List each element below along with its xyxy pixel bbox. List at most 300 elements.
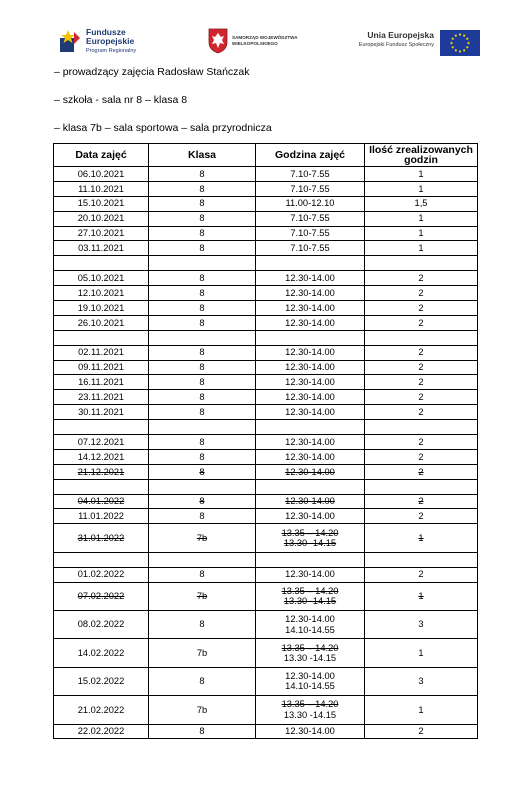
cell-klasa-text: 8	[199, 406, 205, 417]
cell-klasa	[149, 196, 256, 211]
table-row	[54, 226, 478, 241]
empty-cell	[256, 330, 365, 345]
cell-godzina	[256, 494, 365, 509]
cell-godzina	[256, 582, 365, 610]
table-row	[54, 241, 478, 256]
cell-ilosc	[365, 390, 478, 405]
cell-klasa	[149, 167, 256, 182]
table-row	[54, 345, 478, 360]
cell-date	[54, 667, 149, 695]
cell-godzina	[256, 667, 365, 695]
cell-godzina-text: 7.10-7.55	[290, 213, 330, 224]
cell-date	[54, 375, 149, 390]
cell-date	[54, 582, 149, 610]
cell-godzina	[256, 509, 365, 524]
cell-klasa-text: 8	[199, 287, 205, 298]
cell-date-text: 12.10.2021	[77, 287, 125, 298]
empty-cell	[365, 479, 478, 494]
cell-date	[54, 196, 149, 211]
cell-date-text: 30.11.2021	[78, 406, 124, 417]
table-separator-row	[54, 420, 478, 435]
table-row	[54, 196, 478, 211]
wielkopolska-logo	[208, 28, 298, 54]
cell-godzina	[256, 390, 365, 405]
table-row	[54, 271, 478, 286]
cell-godzina	[256, 449, 365, 464]
header-godzina: Godzina zajęć	[256, 144, 365, 167]
cell-ilosc	[365, 315, 478, 330]
cell-klasa-text: 8	[199, 676, 205, 687]
cell-date	[54, 610, 149, 638]
table-row	[54, 724, 478, 739]
cell-godzina-text: 13.35 – 14.20	[281, 585, 339, 596]
cell-godzina-text-2: 13.30 -14.15	[283, 653, 337, 664]
cell-godzina	[256, 226, 365, 241]
cell-date-text: 15.10.2021	[77, 198, 125, 209]
cell-date-text: 15.02.2022	[77, 676, 125, 687]
cell-godzina-text: 13.35 – 14.20	[281, 642, 339, 653]
cell-klasa-text: 8	[199, 228, 205, 239]
cell-ilosc-text: 2	[418, 347, 424, 358]
empty-cell	[365, 330, 478, 345]
cell-ilosc	[365, 567, 478, 582]
cell-godzina-text: 12.30-14.00	[285, 614, 335, 625]
cell-klasa	[149, 390, 256, 405]
cell-klasa-text: 8	[199, 377, 205, 388]
cell-godzina	[256, 301, 365, 316]
empty-cell	[54, 330, 149, 345]
cell-klasa-text: 8	[199, 272, 205, 283]
cell-ilosc-text: 3	[418, 676, 424, 687]
cell-date-text: 14.12.2021	[77, 451, 125, 462]
cell-ilosc-text: 1	[418, 183, 424, 194]
cell-date-text: 03.11.2021	[78, 243, 124, 254]
table-row	[54, 494, 478, 509]
cell-date-text: 07.02.2022	[77, 590, 125, 601]
cell-ilosc-text: 2	[418, 317, 424, 328]
empty-cell	[149, 479, 256, 494]
cell-ilosc	[365, 494, 478, 509]
table-separator-row	[54, 479, 478, 494]
cell-klasa-text: 8	[199, 569, 205, 580]
cell-godzina-text-2: 13.30 -14.15	[283, 596, 337, 607]
cell-klasa-text: 7b	[196, 647, 208, 658]
cell-godzina	[256, 375, 365, 390]
cell-klasa	[149, 405, 256, 420]
cell-godzina-text: 7.10-7.55	[290, 243, 330, 254]
cell-klasa-text: 7b	[196, 532, 208, 543]
empty-cell	[256, 479, 365, 494]
info-line: – szkoła - sala nr 8 – klasa 8	[54, 94, 188, 106]
cell-date	[54, 345, 149, 360]
cell-klasa-text: 8	[199, 168, 205, 179]
cell-date-text: 27.10.2021	[77, 228, 125, 239]
empty-cell	[365, 420, 478, 435]
cell-godzina	[256, 181, 365, 196]
cell-date	[54, 167, 149, 182]
cell-date	[54, 449, 149, 464]
cell-godzina-text: 13.35 – 14.20	[281, 527, 339, 538]
cell-klasa-text: 8	[199, 362, 205, 373]
cell-date-text: 11.10.2021	[78, 183, 124, 194]
cell-klasa-text: 8	[199, 436, 205, 447]
empty-cell	[256, 256, 365, 271]
cell-godzina-text: 12.30-14.00	[285, 726, 335, 737]
cell-klasa	[149, 375, 256, 390]
cell-date	[54, 360, 149, 375]
table-row	[54, 524, 478, 552]
cell-ilosc-text: 1,5	[414, 198, 428, 209]
cell-godzina	[256, 360, 365, 375]
cell-godzina	[256, 315, 365, 330]
cell-klasa-text: 8	[199, 466, 205, 477]
cell-godzina-text: 12.30-14.00	[285, 496, 335, 507]
cell-date-text: 05.10.2021	[77, 272, 125, 283]
empty-cell	[149, 330, 256, 345]
unia-europejska-logo	[359, 30, 480, 56]
table-row	[54, 405, 478, 420]
cell-ilosc	[365, 405, 478, 420]
cell-klasa-text: 8	[199, 496, 205, 507]
cell-godzina-text: 7.10-7.55	[290, 183, 330, 194]
cell-godzina-text: 12.30-14.00	[285, 347, 335, 358]
cell-ilosc-text: 2	[418, 496, 424, 507]
cell-date	[54, 567, 149, 582]
cell-ilosc-text: 1	[418, 647, 424, 658]
cell-godzina	[256, 696, 365, 724]
table-row	[54, 509, 478, 524]
cell-ilosc	[365, 639, 478, 667]
table-separator-row	[54, 552, 478, 567]
cell-godzina	[256, 724, 365, 739]
cell-ilosc	[365, 582, 478, 610]
table-row	[54, 464, 478, 479]
cell-godzina	[256, 241, 365, 256]
fundusze-europejskie-logo	[60, 28, 136, 56]
cell-godzina-text: 12.30-14.00	[285, 377, 335, 388]
cell-ilosc-text: 2	[418, 436, 424, 447]
table-row	[54, 167, 478, 182]
cell-godzina-text: 12.30-14.00	[285, 302, 335, 313]
cell-klasa-text: 7b	[196, 704, 208, 715]
cell-ilosc	[365, 375, 478, 390]
cell-godzina	[256, 639, 365, 667]
cell-godzina-text: 12.30-14.00	[285, 569, 335, 580]
cell-ilosc-text: 2	[418, 302, 424, 313]
cell-ilosc-text: 1	[418, 213, 424, 224]
cell-godzina-text: 12.30-14.00	[285, 317, 335, 328]
cell-date-text: 08.02.2022	[77, 619, 125, 630]
cell-godzina	[256, 610, 365, 638]
cell-ilosc-text: 2	[418, 569, 424, 580]
cell-godzina	[256, 435, 365, 450]
info-lines	[54, 66, 272, 150]
table-row	[54, 375, 478, 390]
cell-godzina-text: 12.30-14.00	[285, 466, 335, 477]
ue-line2: Europejski Fundusz Społeczny	[358, 42, 434, 48]
cell-ilosc-text: 1	[418, 168, 424, 179]
empty-cell	[54, 479, 149, 494]
wlkp-line1: SAMORZĄD WOJEWÓDZTWA	[232, 35, 298, 40]
cell-klasa-text: 8	[199, 392, 205, 403]
cell-klasa	[149, 360, 256, 375]
cell-klasa-text: 8	[199, 619, 205, 630]
cell-date-text: 09.11.2021	[78, 362, 124, 373]
info-line: – klasa 7b – sala sportowa – sala przyrodnicza	[54, 122, 272, 134]
cell-date	[54, 271, 149, 286]
table-row	[54, 211, 478, 226]
cell-date-text: 23.11.2021	[78, 392, 124, 403]
cell-ilosc-text: 1	[418, 704, 424, 715]
header-date: Data zajęć	[54, 144, 149, 167]
fe-line1: Fundusze	[86, 27, 126, 37]
cell-ilosc	[365, 196, 478, 211]
cell-klasa	[149, 345, 256, 360]
table-row	[54, 610, 478, 638]
cell-ilosc	[365, 301, 478, 316]
cell-klasa-text: 8	[199, 243, 205, 254]
cell-godzina-text: 12.30-14.00	[285, 392, 335, 403]
cell-ilosc-text: 2	[418, 406, 424, 417]
empty-cell	[256, 420, 365, 435]
cell-date	[54, 639, 149, 667]
cell-klasa	[149, 315, 256, 330]
wlkp-line2: WIELKOPOLSKIEGO	[232, 41, 278, 46]
cell-date	[54, 211, 149, 226]
empty-cell	[54, 552, 149, 567]
table-separator-row	[54, 330, 478, 345]
cell-klasa	[149, 696, 256, 724]
eagle-crest-icon	[208, 28, 228, 54]
cell-klasa	[149, 301, 256, 316]
cell-klasa-text: 8	[199, 317, 205, 328]
cell-klasa	[149, 567, 256, 582]
table-row	[54, 667, 478, 695]
cell-date-text: 16.11.2021	[78, 377, 124, 388]
logos-bar	[60, 28, 480, 60]
cell-godzina	[256, 211, 365, 226]
empty-cell	[54, 420, 149, 435]
cell-date	[54, 464, 149, 479]
table-row	[54, 286, 478, 301]
table-row	[54, 696, 478, 724]
cell-godzina-text-2: 14.10-14.55	[285, 681, 335, 692]
cell-klasa	[149, 667, 256, 695]
cell-klasa	[149, 435, 256, 450]
cell-klasa-text: 8	[199, 726, 205, 737]
empty-cell	[149, 256, 256, 271]
cell-klasa	[149, 582, 256, 610]
cell-date	[54, 301, 149, 316]
cell-date	[54, 509, 149, 524]
table-body	[54, 167, 478, 739]
cell-godzina-text: 13.35 – 14.20	[281, 699, 339, 710]
cell-ilosc	[365, 286, 478, 301]
cell-ilosc	[365, 724, 478, 739]
cell-ilosc-text: 2	[418, 726, 424, 737]
cell-klasa-text: 7b	[196, 590, 208, 601]
table-row	[54, 639, 478, 667]
cell-date-text: 14.02.2022	[77, 647, 125, 658]
cell-godzina-text: 11.00-12.10	[285, 198, 335, 209]
cell-klasa-text: 8	[199, 451, 205, 462]
cell-date-text: 07.12.2021	[77, 436, 125, 447]
cell-ilosc-text: 3	[418, 619, 424, 630]
cell-godzina	[256, 464, 365, 479]
cell-date-text: 26.10.2021	[77, 317, 125, 328]
cell-date-text: 20.10.2021	[77, 213, 125, 224]
cell-date	[54, 405, 149, 420]
cell-godzina	[256, 567, 365, 582]
cell-godzina	[256, 167, 365, 182]
cell-godzina-text: 12.30-14.00	[285, 272, 335, 283]
table-row	[54, 390, 478, 405]
cell-date	[54, 226, 149, 241]
cell-godzina-text-2: 13.30 -14.15	[283, 538, 337, 549]
cell-ilosc-text: 2	[418, 272, 424, 283]
cell-klasa-text: 8	[199, 511, 205, 522]
cell-klasa-text: 8	[199, 198, 205, 209]
table-separator-row	[54, 256, 478, 271]
cell-ilosc	[365, 211, 478, 226]
header-ilosc: Ilość zrealizowanych godzin	[365, 144, 478, 167]
cell-klasa	[149, 211, 256, 226]
cell-date	[54, 696, 149, 724]
table-row	[54, 181, 478, 196]
cell-klasa	[149, 724, 256, 739]
cell-date-text: 31.01.2022	[77, 532, 125, 543]
cell-date	[54, 315, 149, 330]
cell-klasa-text: 8	[199, 183, 205, 194]
cell-date	[54, 286, 149, 301]
cell-date	[54, 390, 149, 405]
cell-godzina	[256, 286, 365, 301]
cell-ilosc	[365, 464, 478, 479]
cell-godzina-text: 12.30-14.00	[285, 406, 335, 417]
cell-ilosc	[365, 696, 478, 724]
table-row	[54, 360, 478, 375]
cell-ilosc-text: 2	[418, 362, 424, 373]
cell-date-text: 21.02.2022	[77, 704, 125, 715]
info-line: – prowadzący zajęcia Radosław Stańczak	[54, 66, 250, 78]
cell-ilosc-text: 1	[418, 532, 424, 543]
cell-date-text: 21.12.2021	[77, 466, 125, 477]
table-row	[54, 315, 478, 330]
cell-godzina	[256, 345, 365, 360]
schedule-table	[53, 143, 478, 739]
cell-godzina	[256, 405, 365, 420]
cell-godzina	[256, 271, 365, 286]
cell-ilosc	[365, 449, 478, 464]
empty-cell	[365, 552, 478, 567]
cell-date-text: 02.11.2021	[78, 347, 124, 358]
cell-godzina-text: 12.30-14.00	[285, 287, 335, 298]
fe-star-icon	[60, 28, 82, 54]
cell-date-text: 04.01.2022	[77, 496, 125, 507]
cell-klasa	[149, 286, 256, 301]
ue-line1: Unia Europejska	[367, 30, 434, 40]
cell-ilosc	[365, 271, 478, 286]
cell-ilosc	[365, 226, 478, 241]
cell-klasa	[149, 639, 256, 667]
cell-godzina-text: 12.30-14.00	[285, 511, 335, 522]
cell-godzina-text-2: 14.10-14.55	[285, 624, 335, 635]
cell-klasa	[149, 494, 256, 509]
empty-cell	[54, 256, 149, 271]
cell-godzina-text: 12.30-14.00	[285, 670, 335, 681]
cell-ilosc	[365, 345, 478, 360]
cell-godzina-text: 12.30-14.00	[285, 362, 335, 373]
cell-ilosc	[365, 181, 478, 196]
cell-klasa	[149, 226, 256, 241]
empty-cell	[149, 420, 256, 435]
cell-klasa	[149, 464, 256, 479]
cell-godzina-text: 12.30-14.00	[285, 436, 335, 447]
cell-ilosc-text: 2	[418, 287, 424, 298]
cell-date	[54, 724, 149, 739]
cell-ilosc	[365, 509, 478, 524]
cell-ilosc-text: 2	[418, 466, 424, 477]
cell-ilosc	[365, 241, 478, 256]
cell-ilosc-text: 1	[418, 228, 424, 239]
cell-klasa	[149, 524, 256, 552]
eu-flag-icon	[440, 30, 480, 56]
cell-ilosc	[365, 667, 478, 695]
cell-date-text: 11.01.2022	[78, 511, 124, 522]
table-header-row	[54, 144, 478, 167]
cell-ilosc-text: 2	[418, 377, 424, 388]
cell-klasa	[149, 241, 256, 256]
cell-date	[54, 435, 149, 450]
cell-godzina-text: 7.10-7.55	[290, 168, 330, 179]
fe-line3: Program Regionalny	[86, 48, 137, 54]
cell-date	[54, 241, 149, 256]
table-row	[54, 301, 478, 316]
cell-godzina-text: 12.30-14.00	[285, 451, 335, 462]
empty-cell	[149, 552, 256, 567]
empty-cell	[256, 552, 365, 567]
table-row	[54, 449, 478, 464]
cell-date	[54, 181, 149, 196]
cell-klasa	[149, 449, 256, 464]
empty-cell	[365, 256, 478, 271]
cell-date	[54, 524, 149, 552]
cell-date	[54, 494, 149, 509]
cell-ilosc	[365, 360, 478, 375]
cell-klasa	[149, 271, 256, 286]
cell-ilosc-text: 1	[418, 243, 424, 254]
cell-date-text: 19.10.2021	[77, 302, 125, 313]
cell-ilosc-text: 2	[418, 451, 424, 462]
cell-date-text: 01.02.2022	[77, 569, 125, 580]
cell-godzina	[256, 524, 365, 552]
fe-line2: Europejskie	[86, 36, 135, 46]
cell-ilosc-text: 2	[418, 392, 424, 403]
table-row	[54, 435, 478, 450]
cell-ilosc-text: 2	[418, 511, 424, 522]
table-row	[54, 582, 478, 610]
cell-klasa-text: 8	[199, 347, 205, 358]
cell-ilosc-text: 1	[418, 590, 424, 601]
cell-klasa	[149, 509, 256, 524]
cell-klasa-text: 8	[199, 302, 205, 313]
cell-klasa-text: 8	[199, 213, 205, 224]
cell-ilosc	[365, 167, 478, 182]
cell-date-text: 06.10.2021	[77, 168, 125, 179]
cell-ilosc	[365, 524, 478, 552]
header-klasa: Klasa	[149, 144, 256, 167]
cell-ilosc	[365, 610, 478, 638]
